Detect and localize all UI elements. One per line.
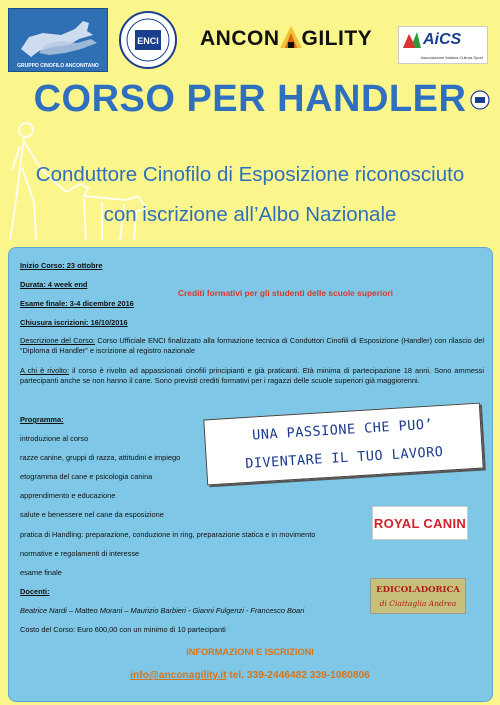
slogan-line-1: UNA PASSIONE CHE PUO’ — [251, 416, 434, 444]
target-audience-text: il corso è rivolto ad appassionati cinofili principianti e già praticanti. Età minima di partecipazione 18 anni. Sono ammessi partecipanti anche se non hanno il cane. Sono previsti crediti formativi per i ragazzi delle scuole superiori già maggiorenni. — [20, 366, 484, 385]
target-audience-label: A chi è rivolto: — [20, 366, 70, 375]
enci-logo-text: ENCI — [137, 36, 159, 46]
target-audience — [20, 366, 484, 386]
subtitle-line-2: con iscrizione all’Albo Nazionale — [103, 203, 397, 226]
contacts-line — [0, 670, 500, 681]
enci-badge-icon — [470, 90, 490, 110]
program-item: etogramma del cane e psicologia canina — [20, 472, 153, 481]
program-item: esame finale — [20, 568, 62, 577]
course-start: Inizio Corso: 23 ottobre — [20, 261, 103, 270]
teachers-heading: Docenti: — [20, 587, 50, 596]
program-item: normative e regolamenti di interesse — [20, 549, 140, 558]
page-title: CORSO PER HANDLER — [33, 78, 467, 120]
enci-logo — [118, 10, 178, 70]
program-item: salute e benessere nel cane da esposizione — [20, 510, 164, 519]
info-heading: INFORMAZIONI E ISCRIZIONI — [186, 647, 314, 657]
final-exam: Esame finale: 3-4 dicembre 2016 — [20, 299, 134, 308]
gruppo-cinofilo-logo — [8, 8, 108, 72]
dog-logo-caption: GRUPPO CINOFILO ANCONITANO — [17, 63, 99, 69]
slogan-line-2: DIVENTARE IL TUO LAVORO — [244, 443, 444, 473]
subtitle-line-1: Conduttore Cinofilo di Esposizione riconosciuto — [35, 163, 465, 186]
program-item: pratica di Handling: preparazione, conduzione in ring, preparazione statica e in movimento — [20, 530, 316, 539]
course-description-label: Descrizione del Corso: — [20, 336, 95, 345]
edicola-logo-title: EDICOLADORICA — [376, 585, 460, 595]
anconagility-logo — [200, 18, 385, 58]
teachers-list: Beatrice Nardi – Matteo Morani – Maurizio Barbieri - Gianni Fulgenzi - Francesco Boari — [20, 606, 305, 615]
course-description — [20, 336, 484, 356]
program-heading: Programma: — [20, 415, 64, 424]
aics-logo-text: AiCS — [423, 31, 462, 48]
aics-flag-icon — [401, 30, 423, 52]
aics-logo-subtitle: Associazione Italiana Cultura Sport — [420, 55, 483, 60]
agility-a-icon — [280, 26, 302, 48]
course-duration: Durata: 4 week end — [20, 280, 88, 289]
royal-canin-logo-text: ROYAL CANIN — [373, 516, 467, 531]
phone-numbers: tel. 339-2446482 339-1080806 — [226, 670, 370, 681]
dog-silhouette-icon — [9, 9, 108, 65]
royal-canin-logo — [372, 506, 468, 540]
credits-note: Crediti formativi per gli studenti delle scuole superiori — [178, 288, 394, 298]
edicola-dorica-logo — [370, 578, 466, 614]
anconagility-logo-text: ANCON GILITY — [200, 27, 373, 50]
edicola-logo-subtitle: di Ciattaglia Andrea — [379, 599, 457, 608]
registration-closing: Chiusura iscrizioni: 16/10/2016 — [20, 318, 128, 327]
program-item: introduzione al corso — [20, 434, 89, 443]
email-link[interactable]: info@anconagility.it — [130, 670, 227, 681]
course-description-text: Corso Ufficiale ENCI finalizzato alla formazione tecnica di Conduttori Cinofili di Esposizione (Handler) con rilascio del “Diploma di Handler” e iscrizione al registro nazionale — [20, 336, 484, 355]
course-cost: Costo del Corso: Euro 600,00 con un minimo di 10 partecipanti — [20, 625, 226, 634]
program-item: razze canine, gruppi di razza, attitudini e impiego — [20, 453, 181, 462]
aics-logo — [398, 26, 488, 64]
program-item: apprendimento e educazione — [20, 491, 116, 500]
